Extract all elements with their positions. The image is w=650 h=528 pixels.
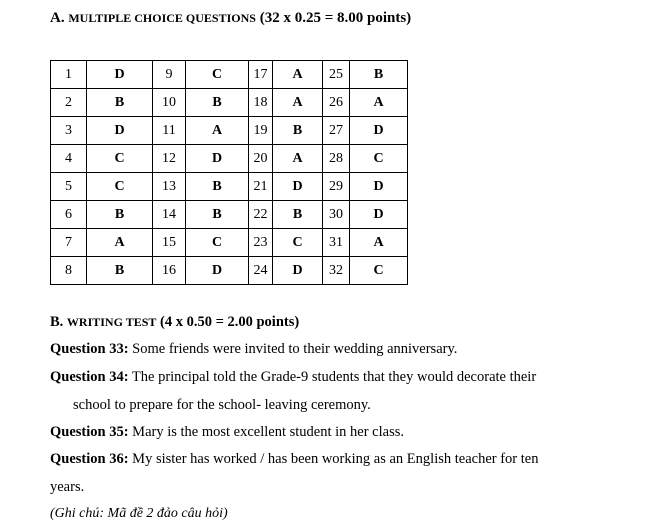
question-number-cell: 11 (153, 117, 186, 145)
question-34-continuation: school to prepare for the school- leaving ceremony. (73, 397, 371, 413)
question-36-label: Question 36: (50, 451, 129, 467)
question-number-cell: 25 (323, 61, 350, 89)
answer-letter-cell: D (350, 173, 408, 201)
question-number-cell: 14 (153, 201, 186, 229)
question-34-label: Question 34: (50, 369, 129, 385)
question-number-cell: 27 (323, 117, 350, 145)
question-number-cell: 3 (51, 117, 87, 145)
answer-row (51, 61, 408, 89)
question-number-cell: 30 (323, 201, 350, 229)
answer-letter-cell: B (186, 201, 249, 229)
question-number-cell: 4 (51, 145, 87, 173)
answer-row (51, 145, 408, 173)
answer-letter-cell: C (350, 257, 408, 285)
question-34 (50, 369, 536, 386)
question-number-cell: 26 (323, 89, 350, 117)
answer-letter-cell: B (350, 61, 408, 89)
answer-letter-cell: B (273, 201, 323, 229)
question-number-cell: 5 (51, 173, 87, 201)
question-36-text: My sister has worked / has been working as an English teacher for ten (128, 451, 539, 467)
question-number-cell: 2 (51, 89, 87, 117)
answer-key-table (50, 60, 408, 285)
question-number-cell: 16 (153, 257, 186, 285)
answer-letter-cell: D (87, 117, 153, 145)
question-number-cell: 28 (323, 145, 350, 173)
answer-letter-cell: A (87, 229, 153, 257)
section-b-title (50, 314, 299, 331)
answer-letter-cell: B (87, 201, 153, 229)
question-35-label: Question 35: (50, 424, 129, 440)
question-33 (50, 341, 457, 358)
question-number-cell: 19 (249, 117, 273, 145)
question-number-cell: 1 (51, 61, 87, 89)
answer-letter-cell: A (273, 145, 323, 173)
answer-letter-cell: B (87, 257, 153, 285)
question-number-cell: 23 (249, 229, 273, 257)
answer-letter-cell: A (273, 61, 323, 89)
answer-letter-cell: D (273, 257, 323, 285)
section-a-label: MULTIPLE CHOICE QUESTIONS (68, 11, 256, 25)
question-number-cell: 18 (249, 89, 273, 117)
answer-letter-cell: D (186, 257, 249, 285)
answer-letter-cell: C (350, 145, 408, 173)
answer-letter-cell: C (87, 145, 153, 173)
answer-row (51, 257, 408, 285)
question-number-cell: 29 (323, 173, 350, 201)
question-35 (50, 424, 404, 441)
section-b-points: (4 x 0.50 = 2.00 points) (156, 314, 300, 330)
question-number-cell: 13 (153, 173, 186, 201)
section-a-prefix: A. (50, 10, 69, 26)
answer-letter-cell: D (350, 117, 408, 145)
answer-letter-cell: A (350, 89, 408, 117)
answer-letter-cell: C (273, 229, 323, 257)
section-b-prefix: B. (50, 314, 67, 330)
answer-letter-cell: C (186, 229, 249, 257)
question-number-cell: 10 (153, 89, 186, 117)
answer-letter-cell: B (273, 117, 323, 145)
answer-letter-cell: A (273, 89, 323, 117)
question-number-cell: 22 (249, 201, 273, 229)
question-34-text: The principal told the Grade-9 students that they would decorate their (128, 369, 537, 385)
question-36 (50, 451, 538, 468)
answer-row (51, 229, 408, 257)
section-a-title (50, 10, 411, 27)
question-35-text: Mary is the most excellent student in her class. (128, 424, 404, 440)
question-number-cell: 20 (249, 145, 273, 173)
answer-row (51, 89, 408, 117)
answer-letter-cell: D (186, 145, 249, 173)
question-number-cell: 12 (153, 145, 186, 173)
question-number-cell: 15 (153, 229, 186, 257)
answer-letter-cell: D (87, 61, 153, 89)
section-b-label: WRITING TEST (66, 315, 157, 329)
answer-letter-cell: C (186, 61, 249, 89)
answer-row (51, 117, 408, 145)
question-number-cell: 6 (51, 201, 87, 229)
question-33-label: Question 33: (50, 341, 129, 357)
question-number-cell: 31 (323, 229, 350, 257)
answer-row (51, 201, 408, 229)
answer-letter-cell: B (186, 89, 249, 117)
answer-row (51, 173, 408, 201)
question-number-cell: 24 (249, 257, 273, 285)
answer-letter-cell: D (350, 201, 408, 229)
answer-letter-cell: D (273, 173, 323, 201)
question-number-cell: 21 (249, 173, 273, 201)
answer-letter-cell: A (186, 117, 249, 145)
question-number-cell: 9 (153, 61, 186, 89)
answer-letter-cell: B (186, 173, 249, 201)
answer-letter-cell: A (350, 229, 408, 257)
answer-key-body (51, 61, 408, 285)
question-36-continuation: years. (50, 479, 85, 495)
note: (Ghi chú: Mã đề 2 đảo câu hỏi) (50, 506, 228, 521)
question-number-cell: 7 (51, 229, 87, 257)
section-a-points: (32 x 0.25 = 8.00 points) (255, 10, 412, 26)
question-number-cell: 8 (51, 257, 87, 285)
answer-letter-cell: B (87, 89, 153, 117)
question-number-cell: 17 (249, 61, 273, 89)
question-33-text: Some friends were invited to their wedding anniversary. (128, 341, 458, 357)
answer-letter-cell: C (87, 173, 153, 201)
question-number-cell: 32 (323, 257, 350, 285)
